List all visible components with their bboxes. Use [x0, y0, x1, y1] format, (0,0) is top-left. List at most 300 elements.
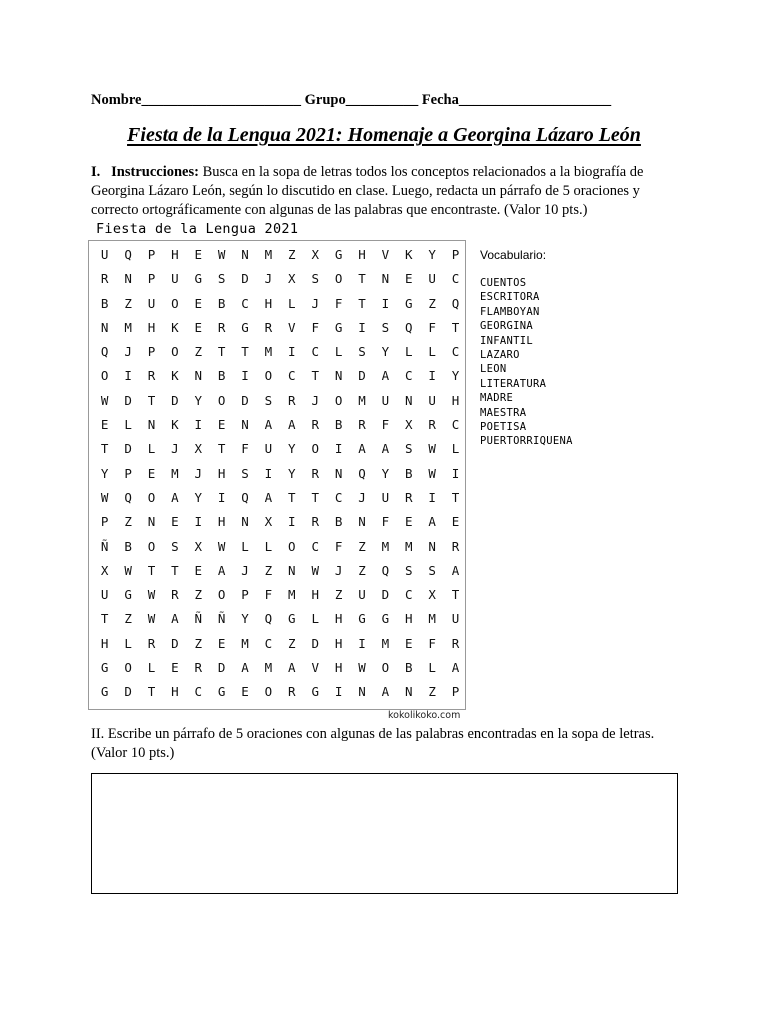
grid-letter[interactable]: S	[358, 344, 366, 360]
grid-letter[interactable]: A	[288, 417, 296, 433]
grid-letter[interactable]: S	[428, 562, 436, 578]
grid-letter[interactable]: U	[381, 489, 390, 505]
grid-letter[interactable]: T	[311, 368, 319, 384]
grid-letter[interactable]: P	[451, 247, 460, 262]
grid-letter[interactable]: E	[171, 514, 179, 530]
grid-letter[interactable]: J	[241, 562, 249, 578]
grid-letter[interactable]: N	[194, 368, 203, 384]
grid-letter[interactable]: G	[288, 611, 296, 627]
grid-letter[interactable]: I	[428, 368, 436, 384]
grid-letter[interactable]: E	[405, 514, 413, 530]
grid-letter[interactable]: G	[100, 660, 109, 676]
grid-letter[interactable]: B	[405, 465, 413, 481]
grid-letter[interactable]: Z	[358, 562, 366, 578]
grid-letter[interactable]: Z	[334, 587, 343, 603]
grid-letter[interactable]: O	[334, 392, 343, 408]
grid-letter[interactable]: K	[405, 247, 413, 262]
grid-letter[interactable]: P	[100, 514, 109, 530]
grid-letter[interactable]: C	[451, 344, 460, 360]
grid-letter[interactable]: P	[147, 344, 156, 360]
grid-letter[interactable]: I	[334, 441, 343, 457]
grid-letter[interactable]: C	[451, 417, 460, 433]
grid-letter[interactable]: S	[264, 392, 273, 408]
grid-letter[interactable]: C	[405, 587, 413, 603]
grid-letter[interactable]: Y	[381, 465, 390, 481]
grid-letter[interactable]: O	[264, 684, 273, 700]
grid-letter[interactable]: J	[334, 562, 343, 578]
grid-letter[interactable]: A	[241, 660, 249, 676]
grid-letter[interactable]: H	[147, 319, 156, 335]
grid-letter[interactable]: Q	[124, 489, 132, 505]
grid-letter[interactable]: O	[100, 368, 109, 384]
grid-letter[interactable]: T	[451, 319, 460, 335]
grid-letter[interactable]: Y	[451, 368, 460, 384]
grid-letter[interactable]: R	[288, 684, 296, 700]
grid-letter[interactable]: N	[100, 319, 109, 335]
grid-letter[interactable]: Q	[100, 344, 109, 360]
grid-letter[interactable]: M	[358, 392, 366, 408]
grid-letter[interactable]: P	[124, 465, 132, 481]
grid-letter[interactable]: O	[147, 489, 156, 505]
grid-letter[interactable]: T	[147, 392, 156, 408]
grid-letter[interactable]: Z	[428, 684, 436, 700]
grid-letter[interactable]: G	[358, 611, 366, 627]
grid-letter[interactable]: E	[194, 562, 203, 578]
grid-letter[interactable]: I	[358, 635, 366, 651]
grid-letter[interactable]: T	[100, 611, 109, 627]
grid-letter[interactable]: R	[451, 538, 460, 554]
grid-letter[interactable]: U	[100, 587, 109, 603]
grid-letter[interactable]: Q	[241, 489, 249, 505]
grid-letter[interactable]: U	[428, 271, 436, 287]
grid-letter[interactable]: Q	[451, 295, 460, 311]
grid-letter[interactable]: I	[451, 465, 460, 481]
grid-letter[interactable]: A	[217, 562, 226, 578]
grid-letter[interactable]: B	[124, 538, 132, 554]
grid-letter[interactable]: A	[451, 562, 460, 578]
grid-letter[interactable]: Y	[194, 489, 203, 505]
grid-letter[interactable]: Z	[288, 635, 296, 651]
grid-letter[interactable]: F	[381, 417, 390, 433]
grid-letter[interactable]: R	[311, 465, 319, 481]
grid-letter[interactable]: G	[194, 271, 203, 287]
grid-letter[interactable]: D	[241, 392, 249, 408]
grid-letter[interactable]: N	[405, 684, 413, 700]
grid-letter[interactable]: N	[241, 514, 249, 530]
grid-letter[interactable]: F	[381, 514, 390, 530]
grid-letter[interactable]: T	[100, 441, 109, 457]
grid-letter[interactable]: Y	[241, 611, 249, 627]
grid-letter[interactable]: M	[241, 635, 249, 651]
grid-letter[interactable]: N	[428, 538, 436, 554]
grid-letter[interactable]: I	[194, 514, 203, 530]
grid-letter[interactable]: P	[147, 247, 156, 262]
grid-letter[interactable]: F	[334, 295, 343, 311]
grid-letter[interactable]: L	[264, 538, 273, 554]
grid-letter[interactable]: B	[334, 417, 343, 433]
grid-letter[interactable]: Z	[124, 611, 132, 627]
grid-letter[interactable]: D	[171, 392, 179, 408]
grid-letter[interactable]: U	[264, 441, 273, 457]
grid-letter[interactable]: Z	[194, 635, 203, 651]
grid-letter[interactable]: Ñ	[217, 611, 226, 627]
grid-letter[interactable]: R	[171, 587, 179, 603]
grid-letter[interactable]: Q	[405, 319, 413, 335]
grid-letter[interactable]: D	[381, 587, 390, 603]
grid-letter[interactable]: M	[264, 247, 273, 262]
grid-letter[interactable]: D	[171, 635, 179, 651]
grid-letter[interactable]: N	[381, 271, 390, 287]
grid-letter[interactable]: Q	[264, 611, 273, 627]
grid-letter[interactable]: W	[217, 538, 226, 554]
grid-letter[interactable]: H	[334, 635, 343, 651]
grid-letter[interactable]: D	[124, 684, 132, 700]
grid-letter[interactable]: R	[428, 417, 436, 433]
grid-letter[interactable]: T	[358, 295, 366, 311]
grid-letter[interactable]: G	[241, 319, 249, 335]
grid-letter[interactable]: O	[171, 295, 179, 311]
grid-letter[interactable]: I	[358, 319, 366, 335]
grid-letter[interactable]: E	[194, 319, 203, 335]
grid-letter[interactable]: Z	[124, 514, 132, 530]
grid-letter[interactable]: R	[311, 417, 319, 433]
grid-letter[interactable]: I	[381, 295, 390, 311]
grid-letter[interactable]: X	[264, 514, 273, 530]
grid-letter[interactable]: Y	[194, 392, 203, 408]
grid-letter[interactable]: X	[428, 587, 436, 603]
grid-letter[interactable]: F	[334, 538, 343, 554]
grid-letter[interactable]: E	[217, 635, 226, 651]
grid-letter[interactable]: H	[171, 684, 179, 700]
grid-letter[interactable]: M	[381, 635, 390, 651]
grid-letter[interactable]: V	[381, 247, 390, 262]
grid-letter[interactable]: Z	[288, 247, 296, 262]
grid-letter[interactable]: V	[311, 660, 319, 676]
grid-letter[interactable]: E	[194, 295, 203, 311]
grid-letter[interactable]: O	[334, 271, 343, 287]
grid-letter[interactable]: J	[311, 295, 319, 311]
grid-letter[interactable]: L	[124, 417, 132, 433]
grid-letter[interactable]: R	[100, 271, 109, 287]
grid-letter[interactable]: N	[147, 417, 156, 433]
grid-letter[interactable]: S	[241, 465, 249, 481]
grid-letter[interactable]: Z	[358, 538, 366, 554]
grid-letter[interactable]: U	[100, 247, 109, 262]
grid-letter[interactable]: X	[405, 417, 413, 433]
grid-letter[interactable]: J	[264, 271, 273, 287]
grid-letter[interactable]: R	[288, 392, 296, 408]
grid-letter[interactable]: L	[147, 660, 156, 676]
grid-letter[interactable]: P	[451, 684, 460, 700]
grid-letter[interactable]: G	[217, 684, 226, 700]
grid-letter[interactable]: N	[147, 514, 156, 530]
grid-letter[interactable]: N	[334, 368, 343, 384]
grid-letter[interactable]: U	[147, 295, 156, 311]
grid-letter[interactable]: X	[100, 562, 109, 578]
grid-letter[interactable]: T	[147, 684, 156, 700]
grid-letter[interactable]: E	[194, 247, 203, 262]
grid-letter[interactable]: W	[311, 562, 319, 578]
grid-letter[interactable]: K	[171, 368, 179, 384]
grid-letter[interactable]: B	[217, 368, 226, 384]
grid-letter[interactable]: U	[428, 392, 436, 408]
grid-letter[interactable]: S	[217, 271, 226, 287]
grid-letter[interactable]: W	[100, 392, 109, 408]
grid-letter[interactable]: K	[171, 417, 179, 433]
grid-letter[interactable]: P	[147, 271, 156, 287]
grid-letter[interactable]: A	[171, 489, 179, 505]
paragraph-answer-box[interactable]	[91, 773, 678, 894]
grid-letter[interactable]: I	[428, 489, 436, 505]
grid-letter[interactable]: N	[405, 392, 413, 408]
grid-letter[interactable]: G	[334, 247, 343, 262]
grid-letter[interactable]: M	[288, 587, 296, 603]
grid-letter[interactable]: T	[217, 441, 226, 457]
grid-letter[interactable]: E	[147, 465, 156, 481]
grid-letter[interactable]: T	[288, 489, 296, 505]
grid-letter[interactable]: Ñ	[194, 611, 203, 627]
grid-letter[interactable]: R	[358, 417, 366, 433]
grid-letter[interactable]: T	[358, 271, 366, 287]
grid-letter[interactable]: Y	[381, 344, 390, 360]
grid-letter[interactable]: T	[147, 562, 156, 578]
grid-letter[interactable]: B	[217, 295, 226, 311]
grid-letter[interactable]: Z	[124, 295, 132, 311]
grid-letter[interactable]: W	[358, 660, 366, 676]
grid-letter[interactable]: Y	[288, 465, 296, 481]
grid-letter[interactable]: W	[147, 587, 156, 603]
grid-letter[interactable]: R	[217, 319, 226, 335]
grid-letter[interactable]: K	[171, 319, 179, 335]
grid-letter[interactable]: C	[451, 271, 460, 287]
grid-letter[interactable]: V	[288, 319, 296, 335]
grid-letter[interactable]: L	[147, 441, 156, 457]
grid-letter[interactable]: F	[241, 441, 249, 457]
grid-letter[interactable]: X	[288, 271, 296, 287]
grid-letter[interactable]: X	[311, 247, 319, 262]
grid-letter[interactable]: T	[171, 562, 179, 578]
grid-letter[interactable]: R	[451, 635, 460, 651]
grid-letter[interactable]: O	[217, 587, 226, 603]
grid-letter[interactable]: I	[194, 417, 203, 433]
grid-letter[interactable]: A	[358, 441, 366, 457]
grid-letter[interactable]: A	[264, 417, 273, 433]
grid-letter[interactable]: L	[334, 344, 343, 360]
grid-letter[interactable]: U	[358, 587, 366, 603]
grid-letter[interactable]: L	[241, 538, 249, 554]
grid-letter[interactable]: O	[217, 392, 226, 408]
grid-letter[interactable]: C	[241, 295, 249, 311]
grid-letter[interactable]: I	[334, 684, 343, 700]
grid-letter[interactable]: S	[311, 271, 319, 287]
grid-letter[interactable]: N	[288, 562, 296, 578]
grid-letter[interactable]: J	[311, 392, 319, 408]
grid-letter[interactable]: Q	[358, 465, 366, 481]
grid-letter[interactable]: W	[100, 489, 109, 505]
grid-letter[interactable]: G	[405, 295, 413, 311]
grid-letter[interactable]: H	[311, 587, 319, 603]
grid-letter[interactable]: H	[217, 514, 226, 530]
grid-letter[interactable]: F	[428, 635, 436, 651]
grid-letter[interactable]: J	[194, 465, 203, 481]
grid-letter[interactable]: E	[241, 684, 249, 700]
grid-letter[interactable]: B	[334, 514, 343, 530]
grid-letter[interactable]: A	[381, 441, 390, 457]
grid-letter[interactable]: M	[381, 538, 390, 554]
grid-letter[interactable]: M	[124, 319, 132, 335]
grid-letter[interactable]: O	[381, 660, 390, 676]
grid-letter[interactable]: A	[288, 660, 296, 676]
grid-letter[interactable]: H	[405, 611, 413, 627]
grid-letter[interactable]: S	[405, 441, 413, 457]
grid-letter[interactable]: O	[288, 538, 296, 554]
grid-letter[interactable]: D	[311, 635, 319, 651]
grid-letter[interactable]: W	[428, 465, 436, 481]
grid-letter[interactable]: T	[311, 489, 319, 505]
grid-letter[interactable]: T	[241, 344, 249, 360]
grid-letter[interactable]: Z	[194, 587, 203, 603]
grid-letter[interactable]: W	[428, 441, 436, 457]
grid-letter[interactable]: E	[405, 635, 413, 651]
grid-letter[interactable]: G	[334, 319, 343, 335]
grid-letter[interactable]: H	[264, 295, 273, 311]
grid-letter[interactable]: C	[264, 635, 273, 651]
grid-letter[interactable]: J	[358, 489, 366, 505]
grid-letter[interactable]: R	[405, 489, 413, 505]
grid-letter[interactable]: Z	[194, 344, 203, 360]
grid-letter[interactable]: U	[451, 611, 460, 627]
grid-letter[interactable]: C	[334, 489, 343, 505]
grid-letter[interactable]: H	[334, 660, 343, 676]
grid-letter[interactable]: Ñ	[100, 538, 109, 554]
grid-letter[interactable]: S	[381, 319, 390, 335]
grid-letter[interactable]: Z	[264, 562, 273, 578]
grid-letter[interactable]: D	[241, 271, 249, 287]
grid-letter[interactable]: W	[124, 562, 132, 578]
grid-letter[interactable]: O	[171, 344, 179, 360]
grid-letter[interactable]: O	[264, 368, 273, 384]
grid-letter[interactable]: I	[288, 344, 296, 360]
grid-letter[interactable]: G	[124, 587, 132, 603]
grid-letter[interactable]: I	[124, 368, 132, 384]
grid-letter[interactable]: N	[334, 465, 343, 481]
grid-letter[interactable]: O	[147, 538, 156, 554]
grid-letter[interactable]: U	[171, 271, 179, 287]
grid-letter[interactable]: L	[428, 660, 436, 676]
grid-letter[interactable]: G	[381, 611, 390, 627]
grid-letter[interactable]: A	[451, 660, 460, 676]
grid-letter[interactable]: T	[451, 489, 460, 505]
grid-letter[interactable]: R	[147, 635, 156, 651]
grid-letter[interactable]: C	[288, 368, 296, 384]
grid-letter[interactable]: E	[217, 417, 226, 433]
grid-letter[interactable]: Q	[124, 247, 132, 262]
grid-letter[interactable]: X	[194, 538, 203, 554]
grid-letter[interactable]: E	[171, 660, 179, 676]
grid-letter[interactable]: E	[451, 514, 460, 530]
grid-letter[interactable]: D	[124, 392, 132, 408]
grid-letter[interactable]: I	[264, 465, 273, 481]
grid-letter[interactable]: F	[264, 587, 273, 603]
grid-letter[interactable]: H	[451, 392, 460, 408]
grid-letter[interactable]: H	[334, 611, 343, 627]
grid-letter[interactable]: H	[217, 465, 226, 481]
grid-letter[interactable]: Y	[428, 247, 436, 262]
grid-letter[interactable]: L	[288, 295, 296, 311]
grid-letter[interactable]: Z	[428, 295, 436, 311]
grid-letter[interactable]: W	[147, 611, 156, 627]
grid-letter[interactable]: Y	[288, 441, 296, 457]
grid-letter[interactable]: D	[217, 660, 226, 676]
grid-letter[interactable]: N	[124, 271, 132, 287]
grid-letter[interactable]: C	[311, 538, 319, 554]
grid-letter[interactable]: D	[124, 441, 132, 457]
grid-letter[interactable]: E	[100, 417, 109, 433]
grid-letter[interactable]: F	[428, 319, 436, 335]
grid-letter[interactable]: T	[451, 587, 460, 603]
grid-letter[interactable]: H	[171, 247, 179, 262]
grid-letter[interactable]: L	[451, 441, 460, 457]
grid-letter[interactable]: H	[358, 247, 366, 262]
grid-letter[interactable]: M	[264, 660, 273, 676]
grid-letter[interactable]: L	[405, 344, 413, 360]
grid-letter[interactable]: B	[405, 660, 413, 676]
grid-letter[interactable]: E	[405, 271, 413, 287]
grid-letter[interactable]: P	[241, 587, 249, 603]
grid-letter[interactable]: S	[405, 562, 413, 578]
grid-letter[interactable]: G	[311, 684, 319, 700]
grid-letter[interactable]: O	[311, 441, 319, 457]
grid-letter[interactable]: L	[124, 635, 132, 651]
grid-letter[interactable]: B	[100, 295, 109, 311]
grid-letter[interactable]: Y	[100, 465, 109, 481]
grid-letter[interactable]: D	[358, 368, 366, 384]
grid-letter[interactable]: J	[171, 441, 179, 457]
grid-letter[interactable]: U	[381, 392, 390, 408]
grid-letter[interactable]: I	[217, 489, 226, 505]
grid-letter[interactable]: R	[147, 368, 156, 384]
grid-letter[interactable]: T	[217, 344, 226, 360]
grid-letter[interactable]: N	[358, 514, 366, 530]
grid-letter[interactable]: I	[241, 368, 249, 384]
grid-letter[interactable]: H	[100, 635, 109, 651]
grid-letter[interactable]: Q	[381, 562, 390, 578]
grid-letter[interactable]: X	[194, 441, 203, 457]
grid-letter[interactable]: N	[358, 684, 366, 700]
grid-letter[interactable]: J	[124, 344, 132, 360]
grid-letter[interactable]: R	[264, 319, 273, 335]
grid-letter[interactable]: S	[171, 538, 179, 554]
grid-letter[interactable]: A	[264, 489, 273, 505]
grid-letter[interactable]: I	[288, 514, 296, 530]
grid-letter[interactable]: M	[171, 465, 179, 481]
grid-letter[interactable]: R	[194, 660, 203, 676]
grid-letter[interactable]: A	[171, 611, 179, 627]
grid-letter[interactable]: F	[311, 319, 319, 335]
grid-letter[interactable]: C	[405, 368, 413, 384]
grid-letter[interactable]: A	[428, 514, 436, 530]
grid-letter[interactable]: A	[381, 684, 390, 700]
grid-letter[interactable]: N	[241, 417, 249, 433]
grid-letter[interactable]: C	[194, 684, 203, 700]
grid-letter[interactable]: G	[100, 684, 109, 700]
grid-letter[interactable]: M	[428, 611, 436, 627]
grid-letter[interactable]: W	[217, 247, 226, 262]
grid-letter[interactable]: L	[311, 611, 319, 627]
grid-letter[interactable]: L	[428, 344, 436, 360]
grid-letter[interactable]: C	[311, 344, 319, 360]
grid-letter[interactable]: A	[381, 368, 390, 384]
